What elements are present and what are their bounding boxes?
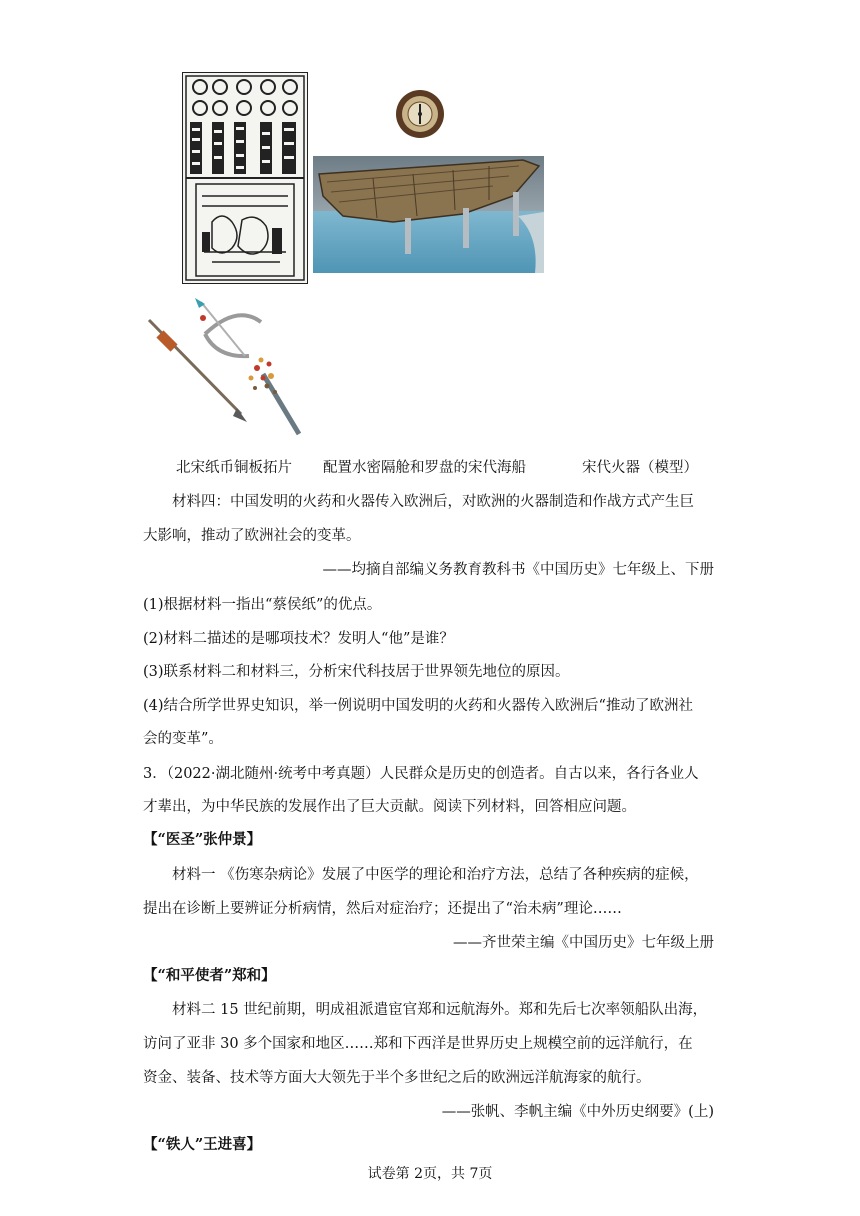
material4-line2: 大影响，推动了欧洲社会的变革。 [143, 528, 361, 544]
banknote-rubbing-image [182, 72, 308, 284]
question-2: (2)材料二描述的是哪项技术？发明人“他”是谁？ [143, 631, 454, 647]
page-footer: 试卷第 2页，共 7页 [367, 1166, 493, 1182]
section-zheng-line2: 访问了亚非 30 多个国家和地区……郑和下西洋是世界历史上规模空前的远洋航行，在 [143, 1036, 693, 1052]
section-zhang-source: ——齐世荣主编《中国历史》七年级上册 [453, 935, 714, 951]
section-zheng-source: ——张帆、李帆主编《中外历史纲要》(上) [441, 1104, 714, 1120]
question-3: (3)联系材料二和材料三，分析宋代科技居于世界领先地位的原因。 [143, 664, 570, 680]
section-zhang-heading: 【“医圣”张仲景】 [143, 831, 262, 848]
question-4-line2: 会的变革”。 [143, 731, 223, 747]
song-ship-drawing [313, 156, 544, 273]
material4-source: ——均摘自部编义务教育教科书《中国历史》七年级上、下册 [322, 562, 714, 578]
question3-line2: 才辈出，为中华民族的发展作出了巨大贡献。阅读下列材料，回答相应问题。 [143, 799, 636, 815]
fire-weapons-drawing [145, 298, 310, 440]
song-fire-weapons-image [145, 298, 310, 440]
question3-line1: 3．（2022·湖北随州·统考中考真题）人民群众是历史的创造者。自古以来，各行各业人 [143, 766, 699, 782]
song-ship-image [313, 156, 544, 273]
caption-banknote: 北宋纸币铜板拓片 [176, 460, 292, 476]
compass-drawing [390, 88, 450, 140]
section-wang-heading: 【“铁人”王进喜】 [143, 1136, 262, 1153]
section-zheng-heading: 【“和平使者”郑和】 [143, 967, 276, 984]
section-zhang-line2: 提出在诊断上要辨证分析病情，然后对症治疗；还提出了“治未病”理论…… [143, 901, 622, 917]
section-zhang-line1: 材料一 《伤寒杂病论》发展了中医学的理论和治疗方法，总结了各种疾病的症候， [172, 867, 699, 883]
compass-image [390, 88, 450, 140]
section-zheng-line1: 材料二 15 世纪前期，明成祖派遣宦官郑和远航海外。郑和先后七次率领船队出海， [172, 1002, 708, 1018]
material4-line1: 材料四：中国发明的火药和火器传入欧洲后，对欧洲的火器制造和作战方式产生巨 [172, 494, 694, 510]
caption-fire-weapons: 宋代火器（模型） [582, 460, 698, 476]
section-zheng-line3: 资金、装备、技术等方面大大领先于半个多世纪之后的欧洲远洋航海家的航行。 [143, 1070, 651, 1086]
banknote-rubbing-drawing [182, 72, 308, 284]
question-1: (1)根据材料一指出“蔡侯纸”的优点。 [143, 597, 382, 613]
caption-song-ship: 配置水密隔舱和罗盘的宋代海船 [323, 460, 526, 476]
question-4-line1: (4)结合所学世界史知识，举一例说明中国发明的火药和火器传入欧洲后“推动了欧洲社 [143, 698, 693, 714]
